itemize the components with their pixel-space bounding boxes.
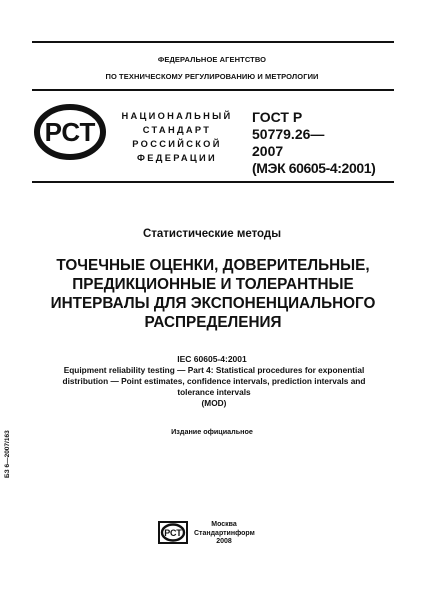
publisher-name: Стандартинформ — [194, 529, 255, 537]
publisher-year: 2008 — [216, 538, 232, 545]
side-code: БЗ 6—2007/163 — [4, 430, 11, 478]
document-title — [40, 256, 386, 332]
gost-line-3: 2007 — [252, 143, 284, 159]
logo-text: РСТ — [44, 117, 96, 147]
standard-line-2: СТАНДАРТ — [142, 125, 212, 135]
standard-line-1: НАЦИОНАЛЬНЫЙ — [121, 111, 233, 121]
title-line-2: ПРЕДИКЦИОННЫЕ И ТОЛЕРАНТНЫЕ — [72, 276, 354, 293]
standard-line-4: ФЕДЕРАЦИИ — [137, 153, 217, 163]
english-line-1: Equipment reliability testing — Part 4: Statistical procedures for exponential — [63, 365, 365, 375]
agency-line-2: ПО ТЕХНИЧЕСКОМУ РЕГУЛИРОВАНИЮ И МЕТРОЛОГИИ — [105, 72, 319, 81]
publisher-logo — [158, 521, 188, 544]
standard-line-3: РОССИЙСКОЙ — [132, 139, 222, 149]
gost-line-4: (МЭК 60605-4:2001) — [252, 160, 376, 176]
english-line-3: tolerance intervals — [177, 387, 251, 397]
title-line-4: РАСПРЕДЕЛЕНИЯ — [144, 314, 282, 331]
title-line-3: ИНТЕРВАЛЫ ДЛЯ ЭКСПОНЕНЦИАЛЬНОГО — [50, 295, 376, 312]
publisher-logo-text: РСТ — [164, 528, 182, 538]
title-line-1: ТОЧЕЧНЫЕ ОЦЕНКИ, ДОВЕРИТЕЛЬНЫЕ, — [56, 257, 370, 274]
iec-reference: IEC 60605-4:2001 — [177, 354, 247, 364]
gost-logo — [34, 104, 106, 160]
edition-note: Издание официальное — [171, 427, 253, 436]
publisher-city: Москва — [211, 521, 237, 528]
top-rule — [32, 41, 394, 43]
publisher-block — [194, 521, 254, 547]
gost-designation — [252, 109, 375, 177]
english-line-4: (MOD) — [201, 398, 227, 408]
designation-divider — [32, 181, 394, 183]
english-title — [46, 365, 382, 409]
header-divider — [32, 89, 394, 91]
gost-line-2: 50779.26— — [252, 126, 325, 142]
national-standard-label — [118, 109, 236, 165]
english-line-2: distribution — Point estimates, confidence intervals, prediction intervals and — [62, 376, 366, 386]
agency-line-1: ФЕДЕРАЛЬНОЕ АГЕНТСТВО — [157, 55, 267, 64]
document-subtitle: Статистические методы — [142, 228, 282, 240]
gost-line-1: ГОСТ Р — [252, 109, 303, 125]
